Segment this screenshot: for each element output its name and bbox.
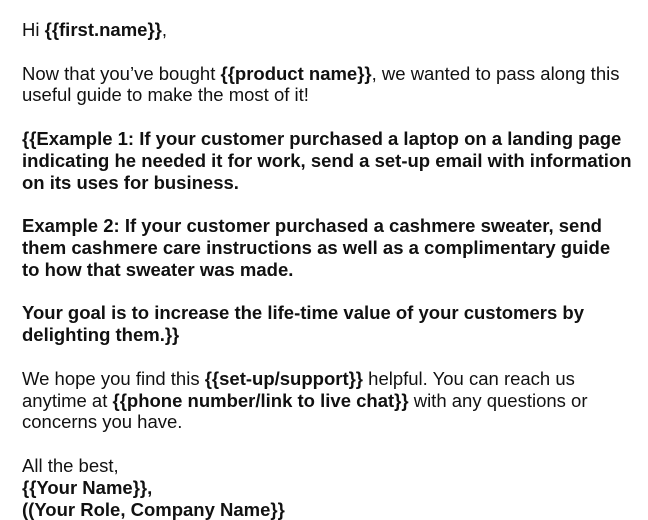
goal-paragraph: Your goal is to increase the life-time value of your customers by delighting them.}}: [22, 302, 585, 346]
product-name-placeholder: {{product name}}: [220, 62, 372, 84]
example-2: Example 2: If your customer purchased a cashmere sweater, send them cashmere care instructions as well as a complimentary guide to how that sweater was made.: [22, 215, 611, 280]
email-template-body: [22, 19, 632, 520]
contact-placeholder: {{phone number/link to live chat}}: [112, 389, 409, 411]
closing: All the best,: [22, 454, 119, 476]
support-paragraph: We hope you find this {{set-up/support}} helpful. You can reach us anytime at {{phone number/link to live chat}} with any questions or concerns you have.: [22, 367, 588, 433]
setup-support-placeholder: {{set-up/support}}: [204, 367, 364, 389]
signature: [22, 455, 632, 520]
first-name-placeholder: {{first.name}}: [44, 19, 162, 40]
intro-paragraph: Now that you’ve bought {{product name}}, we wanted to pass along this useful guide to make the most of it!: [22, 62, 620, 106]
greeting: Hi {{first.name}},: [22, 19, 167, 40]
example-1: {{Example 1: If your customer purchased a laptop on a landing page indicating he needed it for work, send a set-up email with information on its uses for business.: [22, 127, 632, 193]
your-role-placeholder: ((Your Role, Company Name}}: [22, 498, 285, 520]
your-name-placeholder: {{Your Name}},: [22, 476, 153, 498]
